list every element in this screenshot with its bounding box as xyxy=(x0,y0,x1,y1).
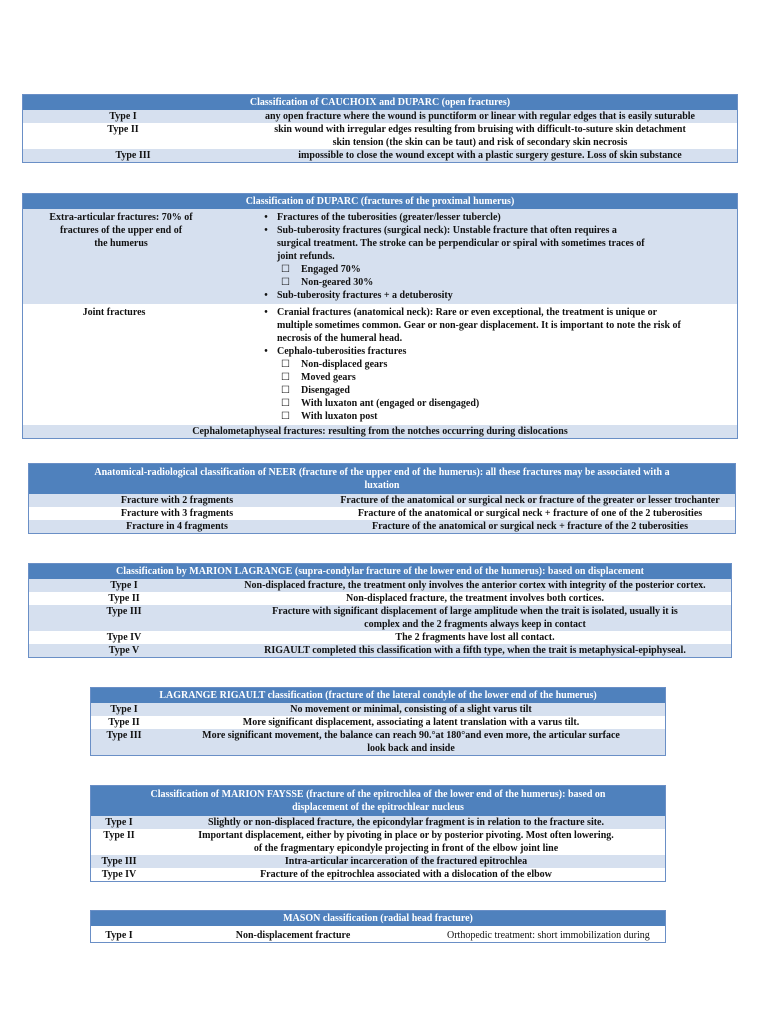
desc-cell: any open fracture where the wound is punctiform or linear with regular edges that is easily suturable xyxy=(265,111,695,122)
checkbox-icon: ☐ xyxy=(281,372,290,383)
bullet-icon: • xyxy=(264,212,268,223)
table-row xyxy=(23,149,737,162)
type-cell: Type III xyxy=(106,730,142,741)
treatment-cell: Orthopedic treatment: short immobilization during xyxy=(447,930,650,941)
type-cell: Type I xyxy=(105,817,133,828)
desc-cell: Fracture of the anatomical or surgical neck + fracture of the 2 tuberosities xyxy=(371,521,688,532)
bullet-icon: • xyxy=(264,290,268,301)
extra-articular-row xyxy=(23,209,737,304)
extra-articular-label: Extra-articular fractures: 70% of fractures of the upper end of the humerus xyxy=(49,212,193,249)
type-cell: Type III xyxy=(115,150,151,161)
mason-table xyxy=(90,910,666,943)
cauchoix-duparc-table xyxy=(22,94,738,163)
type-cell: Type V xyxy=(108,645,140,656)
type-cell: Type II xyxy=(108,717,140,728)
table-row xyxy=(91,729,665,755)
type-cell: Fracture with 2 fragments xyxy=(120,495,234,506)
table-row xyxy=(29,631,731,644)
footer-cell: Cephalometaphyseal fractures: resulting from the notches occurring during dislocations xyxy=(192,426,568,437)
type-cell: Type I xyxy=(109,111,137,122)
desc-cell: Fracture of the epitrochlea associated with a dislocation of the elbow xyxy=(260,869,552,880)
type-cell: Fracture with 3 fragments xyxy=(120,508,234,519)
checkbox-icon: ☐ xyxy=(281,264,290,275)
desc-cell: Non-displaced fracture, the treatment only involves the anterior cortex with integrity of the posterior cortex. xyxy=(244,580,706,591)
desc-cell: RIGAULT completed this classification with a fifth type, when the trait is metaphysical-epiphyseal. xyxy=(264,645,686,656)
table-header: Classification by MARION LAGRANGE (supra-condylar fracture of the lower end of the humerus): based on displacement xyxy=(29,564,731,579)
type-cell: Type I xyxy=(105,930,133,941)
joint-fractures-label: Joint fractures xyxy=(82,307,146,318)
type-cell: Type I xyxy=(110,704,138,715)
desc-cell: The 2 fragments have lost all contact. xyxy=(395,632,555,643)
bullet-icon: • xyxy=(264,225,268,236)
table-row xyxy=(29,592,731,605)
table-row xyxy=(29,605,731,631)
desc-cell: Important displacement, either by pivoting in place or by posterior pivoting. Most often lowering. of the fragmentary epicondyle projecting in front of the elbow joint line xyxy=(198,830,614,854)
table-header: Classification of MARION FAYSSE (fracture of the epitrochlea of the lower end of the humerus): based on displacement of the epitrochlear nucleus xyxy=(91,786,665,816)
type-cell: Type I xyxy=(110,580,138,591)
duparc-table xyxy=(22,193,738,439)
desc-cell: Intra-articular incarceration of the fractured epitrochlea xyxy=(284,856,528,867)
type-cell: Type II xyxy=(108,593,140,604)
desc-cell: More significant displacement, associating a latent translation with a varus tilt. xyxy=(242,717,580,728)
desc-cell: Slightly or non-displaced fracture, the epicondylar fragment is in relation to the fracture site. xyxy=(208,817,604,828)
table-header: MASON classification (radial head fracture) xyxy=(91,911,665,926)
bullet-icon: • xyxy=(264,307,268,318)
checkbox-icon: ☐ xyxy=(281,359,290,370)
type-cell: Type III xyxy=(106,606,142,617)
lagrange-rigault-table xyxy=(90,687,666,756)
table-row xyxy=(29,507,735,520)
table-row xyxy=(23,123,737,149)
neer-table xyxy=(28,463,736,534)
table-row xyxy=(91,716,665,729)
table-header: Classification of CAUCHOIX and DUPARC (open fractures) xyxy=(23,95,737,110)
extra-articular-bullets: • Fractures of the tuberosities (greater/lesser tubercle) • Sub-tuberosity fractures (surgical neck): Unstable fracture that often requires a surgical treatment. The stroke can be perpendicular or spiral with sometimes traces of joint refunds. ☐ Engaged 70% ☐ Non-geared 30% • Sub-tuberosity fractures + a detuberosity xyxy=(219,211,737,302)
checkbox-icon: ☐ xyxy=(281,411,290,422)
table-row xyxy=(29,579,731,592)
table-row xyxy=(91,868,665,881)
joint-fractures-bullets: • Cranial fractures (anatomical neck): Rare or even exceptional, the treatment is unique or multiple sometimes common. Gear or non-gear displacement. It is important to note the risk of necrosis of the humeral head. • Cephalo-tuberosities fractures ☐ Non-displaced gears ☐ Moved gears ☐ Disengaged ☐ With luxaton ant (engaged or disengaged) ☐ With luxaton post xyxy=(205,306,737,423)
marion-lagrange-table xyxy=(28,563,732,658)
table-row xyxy=(23,110,737,123)
table-header: Anatomical-radiological classification of NEER (fracture of the upper end of the humerus): all these fractures may be associated with a luxation xyxy=(29,464,735,494)
type-cell: Type II xyxy=(107,124,139,135)
joint-fractures-row xyxy=(23,304,737,425)
type-cell: Fracture in 4 fragments xyxy=(126,521,228,532)
table-row xyxy=(91,816,665,829)
desc-cell: impossible to close the wound except with a plastic surgery gesture. Loss of skin substance xyxy=(298,150,682,161)
desc-cell: More significant movement, the balance can reach 90.°at 180°and even more, the articular surface look back and inside xyxy=(202,730,620,754)
type-cell: Type III xyxy=(101,856,137,867)
desc-cell: Fracture of the anatomical or surgical neck + fracture of one of the 2 tuberosities xyxy=(357,508,703,519)
table-header: Classification of DUPARC (fractures of the proximal humerus) xyxy=(23,194,737,209)
desc-cell: Fracture of the anatomical or surgical neck or fracture of the greater or lesser trochanter xyxy=(340,495,720,506)
checkbox-icon: ☐ xyxy=(281,398,290,409)
checkbox-icon: ☐ xyxy=(281,385,290,396)
table-row xyxy=(29,520,735,533)
type-cell: Type II xyxy=(103,830,135,841)
table-row xyxy=(91,703,665,716)
table-row xyxy=(91,855,665,868)
checkbox-icon: ☐ xyxy=(281,277,290,288)
footer-row xyxy=(23,425,737,438)
marion-faysse-table xyxy=(90,785,666,882)
type-cell: Type IV xyxy=(106,632,142,643)
desc-cell: Fracture with significant displacement of large amplitude when the trait is isolated, usually it is complex and the 2 fragments always keep in contact xyxy=(272,606,678,630)
desc-cell: Non-displaced fracture, the treatment involves both cortices. xyxy=(346,593,604,604)
table-row xyxy=(29,494,735,507)
desc-cell: skin wound with irregular edges resulting from bruising with difficult-to-suture skin detachment skin tension (the skin can be taut) and risk of secondary skin necrosis xyxy=(274,124,686,148)
table-header: LAGRANGE RIGAULT classification (fracture of the lateral condyle of the lower end of the humerus) xyxy=(91,688,665,703)
type-cell: Type IV xyxy=(101,869,137,880)
desc-cell: Non-displacement fracture xyxy=(235,930,351,941)
desc-cell: No movement or minimal, consisting of a slight varus tilt xyxy=(290,704,532,715)
table-row xyxy=(91,926,665,942)
bullet-icon: • xyxy=(264,346,268,357)
table-row xyxy=(91,829,665,855)
table-row xyxy=(29,644,731,657)
